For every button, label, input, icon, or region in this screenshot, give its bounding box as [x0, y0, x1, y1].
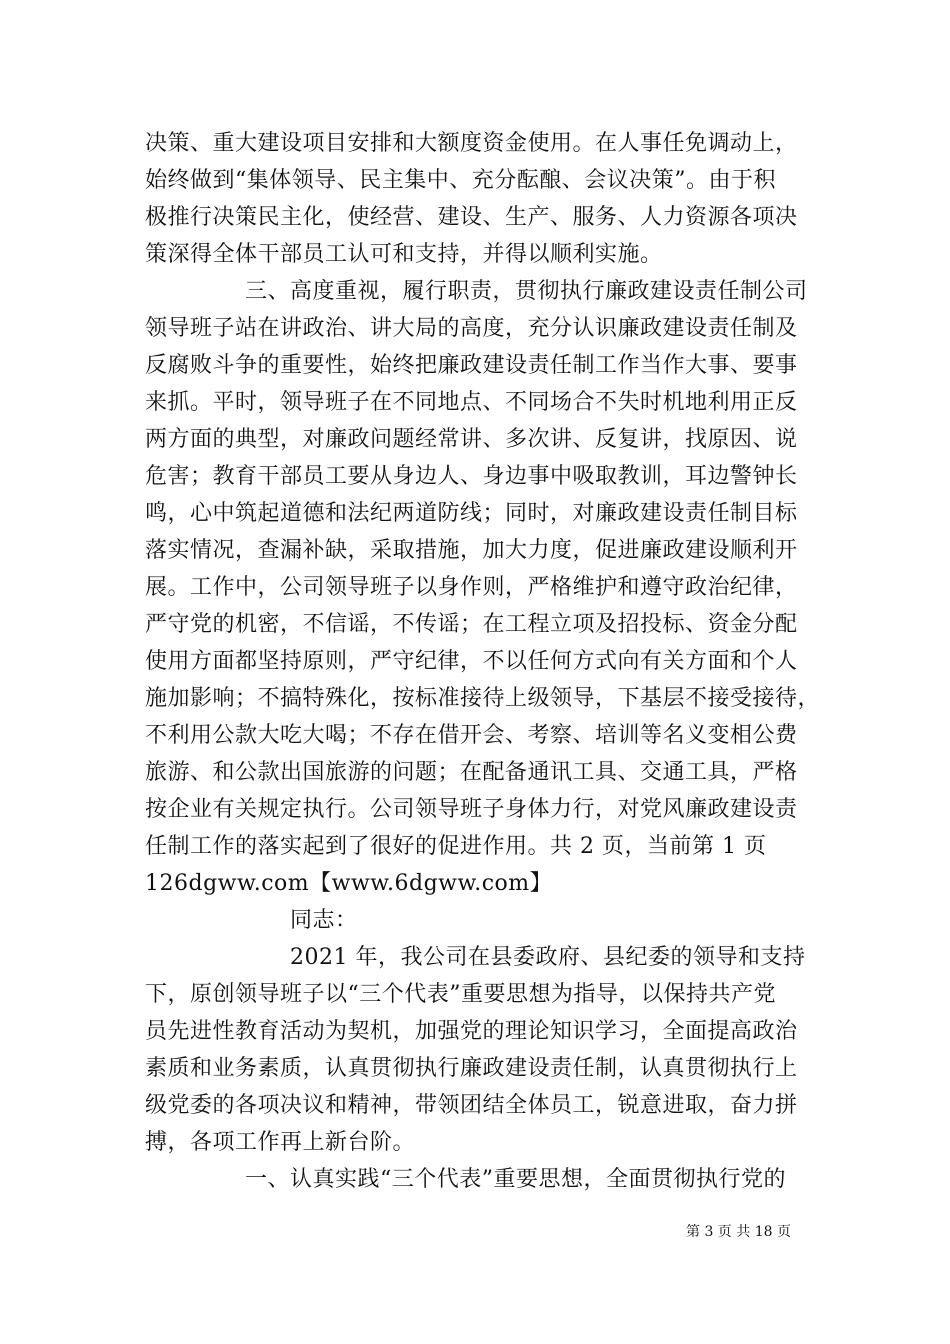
text-line: 始终做到“集体领导、民主集中、充分酝酿、会议决策”。由于积	[145, 168, 776, 193]
text-line: 2021 年，我公司在县委政府、县纪委的领导和支持	[290, 945, 806, 970]
text-line: 使用方面都坚持原则，严守纪律，不以任何方式向有关方面和个人	[145, 649, 798, 674]
text-line: 下，原创领导班子以“三个代表”重要思想为指导，以保持共产党	[145, 982, 776, 1007]
text-line: 危害；教育干部员工要从身边人、身边事中吸取教训，耳边警钟长	[145, 464, 798, 489]
section-heading-one: 一、认真实践“三个代表”重要思想，全面贯彻执行党的	[245, 1167, 786, 1192]
text-line: 来抓。平时，领导班子在不同地点、不同场合不失时机地利用正反	[145, 390, 798, 415]
text-line: 反腐败斗争的重要性，始终把廉政建设责任制工作当作大事、要事	[145, 353, 798, 378]
text-line: 领导班子站在讲政治、讲大局的高度，充分认识廉政建设责任制及	[145, 316, 798, 341]
text-line: 按企业有关规定执行。公司领导班子身体力行，对党风廉政建设责	[145, 797, 798, 822]
page-number: 第 3 页 共 18 页	[686, 1224, 791, 1240]
text-line: 任制工作的落实起到了很好的促进作用。共 2 页，当前第 1 页	[145, 834, 767, 859]
text-line: 极推行决策民主化，使经营、建设、生产、服务、人力资源各项决	[145, 205, 798, 230]
website-text: 126dgww.com【www.6dgww.com】	[145, 871, 553, 896]
text-line: 两方面的典型，对廉政问题经常讲、多次讲、反复讲，找原因、说	[145, 427, 798, 452]
text-line: 搏，各项工作再上新台阶。	[145, 1130, 416, 1155]
text-line: 旅游、和公款出国旅游的问题；在配备通讯工具、交通工具，严格	[145, 760, 798, 785]
text-line: 级党委的各项决议和精神，带领团结全体员工，锐意进取，奋力拼	[145, 1093, 798, 1118]
text-line: 鸣，心中筑起道德和法纪两道防线；同时，对廉政建设责任制目标	[145, 501, 798, 526]
section-heading-three: 三、高度重视，履行职责，贯彻执行廉政建设责任制公司	[245, 279, 808, 304]
text-line: 施加影响；不搞特殊化，按标准接待上级领导，下基层不接受接待，	[145, 686, 821, 711]
text-line: 员先进性教育活动为契机，加强党的理论知识学习，全面提高政治	[145, 1019, 798, 1044]
text-line: 决策、重大建设项目安排和大额度资金使用。在人事任免调动上，	[145, 131, 798, 156]
text-line: 落实情况，查漏补缺，采取措施，加大力度，促进廉政建设顺利开	[145, 538, 798, 563]
text-line: 不利用公款大吃大喝；不存在借开会、考察、培训等名义变相公费	[145, 723, 798, 748]
salutation: 同志：	[290, 908, 358, 933]
text-line: 策深得全体干部员工认可和支持，并得以顺利实施。	[145, 242, 663, 267]
text-line: 展。工作中，公司领导班子以身作则，严格维护和遵守政治纪律，	[145, 575, 798, 600]
text-line: 素质和业务素质，认真贯彻执行廉政建设责任制，认真贯彻执行上	[145, 1056, 798, 1081]
text-line: 严守党的机密，不信谣，不传谣；在工程立项及招投标、资金分配	[145, 612, 798, 637]
